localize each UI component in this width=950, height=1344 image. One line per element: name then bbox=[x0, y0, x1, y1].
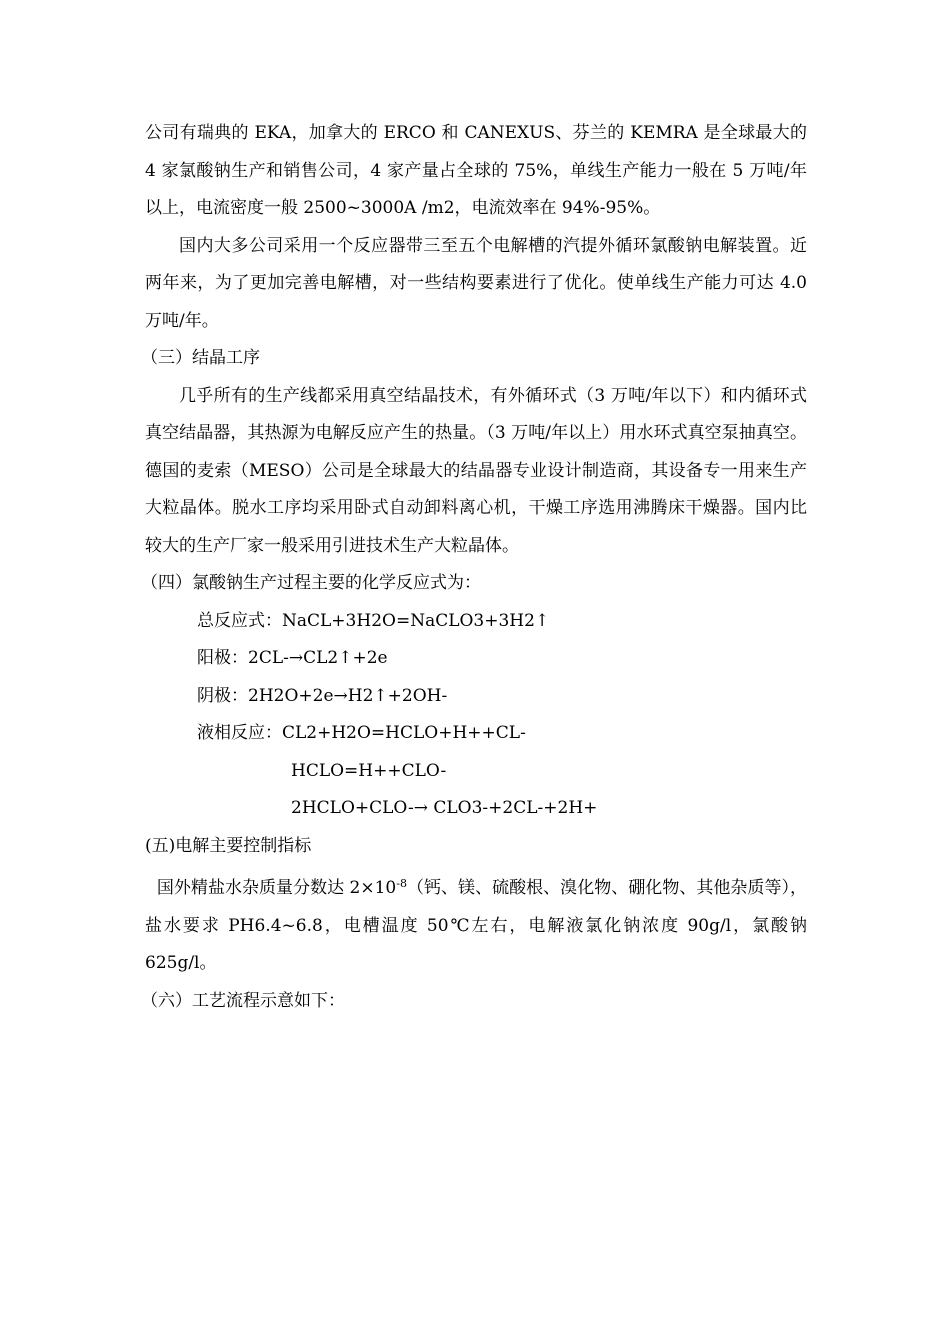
heading-reactions: （四）氯酸钠生产过程主要的化学反应式为： bbox=[141, 573, 481, 593]
paragraph-control-indicators bbox=[145, 865, 807, 983]
paragraph-crystallization: 几乎所有的生产线都采用真空结晶技术，有外循环式（3 万吨/年以下）和内循环式真空结晶器，其热源为电解反应产生的热量。（3 万吨/年以上）用水环式真空泵抽真空。德国的麦索（MESO）公司是全球最大的结晶器专业设计制造商，其设备专一用来生产大粒晶体。脱水工序均采用卧式自动卸料离心机，干燥工序选用沸腾床干燥器。国内比较大的生产厂家一般采用引进技术生产大粒晶体。 bbox=[145, 385, 807, 556]
impurity-text-end: （钙、镁、硫酸根、溴化物、硼化物、其他杂质等），盐水要求 PH6.4~6.8，电槽温度 50℃左右，电解液氯化钠浓度 90g/l，氯酸钠 625g/l。 bbox=[145, 878, 807, 973]
equation-total: 总反应式：NaCL+3H2O=NaCLO3+3H2↑ bbox=[197, 610, 550, 631]
document-page bbox=[141, 115, 807, 1020]
impurity-text-start: 国外精盐水杂质量分数达 2×10 bbox=[156, 878, 397, 898]
paragraph-domestic: 国内大多公司采用一个反应器带三至五个电解槽的汽提外循环氯酸钠电解装置。近两年来，为了更加完善电解槽，对一些结构要素进行了优化。使单线生产能力可达 4.0 万吨/年。 bbox=[145, 235, 807, 331]
exponent-superscript: -8 bbox=[396, 877, 407, 890]
equation-liquid-3: 2HCLO+CLO-→ CLO3-+2CL-+2H+ bbox=[291, 798, 598, 818]
heading-process-flow: （六）工艺流程示意如下： bbox=[141, 990, 345, 1011]
equation-liquid-1: 液相反应：CL2+H2O=HCLO+H++CL- bbox=[197, 723, 526, 743]
equation-anode: 阳极：2CL-→CL2↑+2e bbox=[197, 648, 388, 668]
heading-control-indicators: (五)电解主要控制指标 bbox=[145, 835, 312, 856]
paragraph-companies: 公司有瑞典的 EKA，加拿大的 ERCO 和 CANEXUS、芬兰的 KEMRA 是全球最大的 4 家氯酸钠生产和销售公司，4 家产量占全球的 75%，单线生产能力一般在 5 万吨/年以上，电流密度一般 2500~3000A /m2，电流效率在 94%-95%。 bbox=[145, 123, 807, 218]
equation-cathode: 阴极：2H2O+2e→H2↑+2OH- bbox=[197, 685, 448, 706]
equation-liquid-2: HCLO=H++CLO- bbox=[291, 760, 447, 781]
heading-crystallization: （三）结晶工序 bbox=[141, 348, 260, 368]
